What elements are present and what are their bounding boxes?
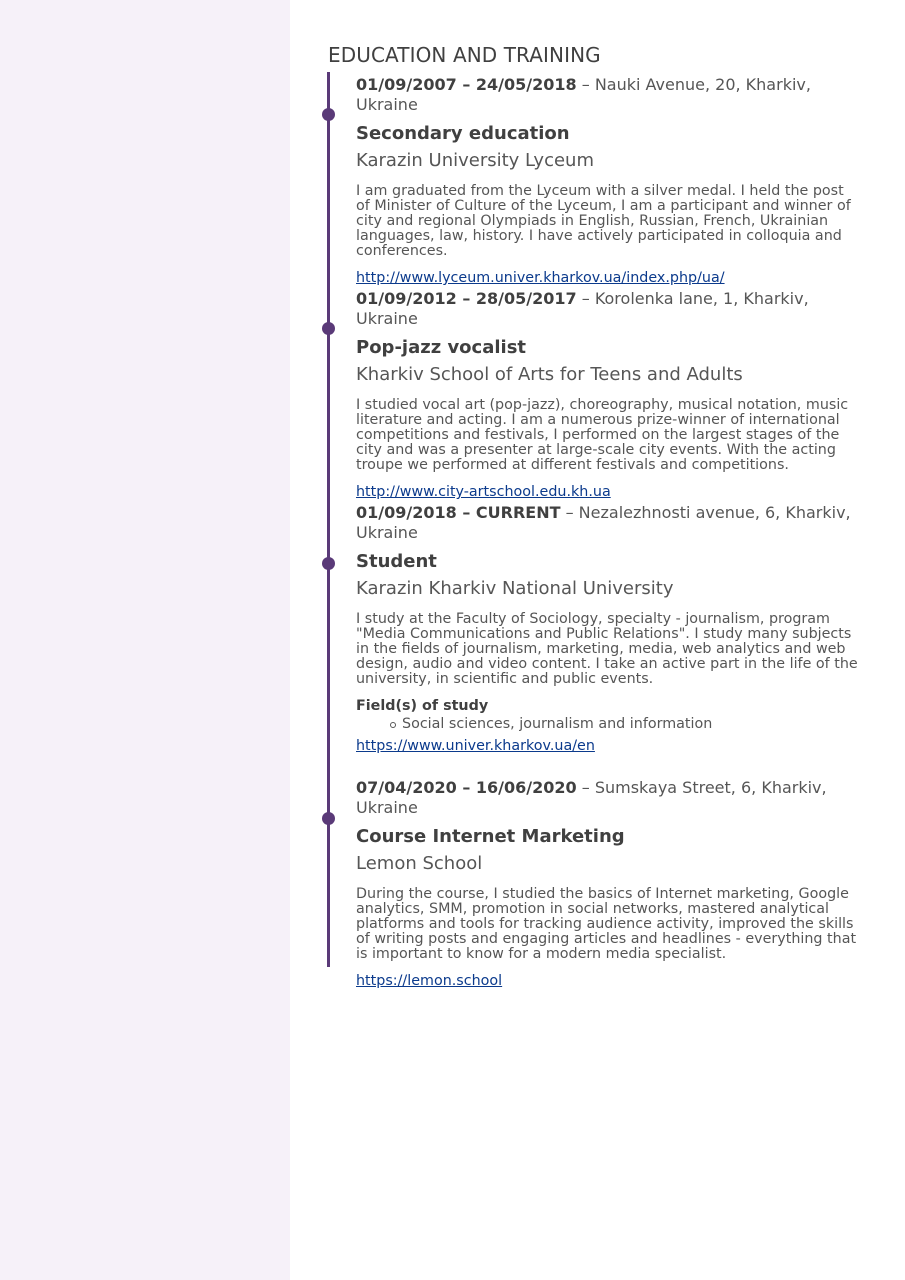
timeline-dot <box>322 108 335 121</box>
entry-link[interactable]: http://www.city-artschool.edu.kh.ua <box>356 484 611 500</box>
entry-dates: 01/09/2018 – CURRENT <box>356 503 561 522</box>
section-title: EDUCATION AND TRAINING <box>328 43 601 67</box>
entry-organization: Kharkiv School of Arts for Teens and Adults <box>356 364 743 385</box>
entry-location: – Sumskaya Street, 6, Kharkiv, Ukraine <box>356 778 827 817</box>
entry-link[interactable]: http://www.lyceum.univer.kharkov.ua/index.php/ua/ <box>356 270 725 286</box>
entry-description: I study at the Faculty of Sociology, specialty - journalism, program "Media Communications and Public Relations". I study many subjects in the fields of journalism, marketing, media, web analytics and web design, audio and video content. I take an active part in the life of the university, in scientific and public events. <box>356 611 858 687</box>
entry-meta <box>356 75 861 115</box>
entry-meta <box>356 503 861 543</box>
fields-of-study-list <box>356 715 861 733</box>
entry-organization: Karazin Kharkiv National University <box>356 578 674 599</box>
timeline-dot <box>322 557 335 570</box>
timeline-line <box>327 72 330 967</box>
entry-location: – Nezalezhnosti avenue, 6, Kharkiv, Ukraine <box>356 503 851 542</box>
entry-dates: 01/09/2007 – 24/05/2018 <box>356 75 577 94</box>
entry-role: Student <box>356 551 437 572</box>
entry-meta <box>356 289 861 329</box>
entry-dates: 07/04/2020 – 16/06/2020 <box>356 778 577 797</box>
education-entry <box>356 778 861 990</box>
entry-link[interactable]: https://www.univer.kharkov.ua/en <box>356 738 595 754</box>
entry-organization: Lemon School <box>356 853 483 874</box>
education-entry <box>356 75 861 287</box>
entry-description: I am graduated from the Lyceum with a silver medal. I held the post of Minister of Culture of the Lyceum, I am a participant and winner of city and regional Olympiads in English, Russian, French, Ukrainian languages, law, history. I have actively participated in colloquia and conferences. <box>356 183 851 259</box>
timeline-dot <box>322 322 335 335</box>
fields-of-study-label: Field(s) of study <box>356 698 489 714</box>
education-entry <box>356 503 861 755</box>
entry-organization: Karazin University Lyceum <box>356 150 594 171</box>
entry-role: Secondary education <box>356 123 570 144</box>
field-of-study-item: Social sciences, journalism and information <box>356 715 861 733</box>
entry-meta <box>356 778 861 818</box>
left-sidebar-panel <box>0 0 290 1280</box>
entry-description: During the course, I studied the basics of Internet marketing, Google analytics, SMM, promotion in social networks, mastered analytical platforms and tools for tracking audience activity, improved the skills of writing posts and engaging articles and headlines - everything that is important to know for a modern media specialist. <box>356 886 857 962</box>
entry-role: Course Internet Marketing <box>356 826 625 847</box>
timeline-dot <box>322 812 335 825</box>
entry-dates: 01/09/2012 – 28/05/2017 <box>356 289 577 308</box>
entry-description: I studied vocal art (pop-jazz), choreography, musical notation, music literature and acting. I am a numerous prize-winner of international competitions and festivals, I performed on the largest stages of the city and was a presenter at large-scale city events. With the acting troupe we performed at different festivals and competitions. <box>356 397 849 473</box>
entry-location: – Korolenka lane, 1, Kharkiv, Ukraine <box>356 289 809 328</box>
entry-link[interactable]: https://lemon.school <box>356 973 503 989</box>
entry-role: Pop-jazz vocalist <box>356 337 527 358</box>
education-entry <box>356 289 861 501</box>
entry-location: – Nauki Avenue, 20, Kharkiv, Ukraine <box>356 75 811 114</box>
